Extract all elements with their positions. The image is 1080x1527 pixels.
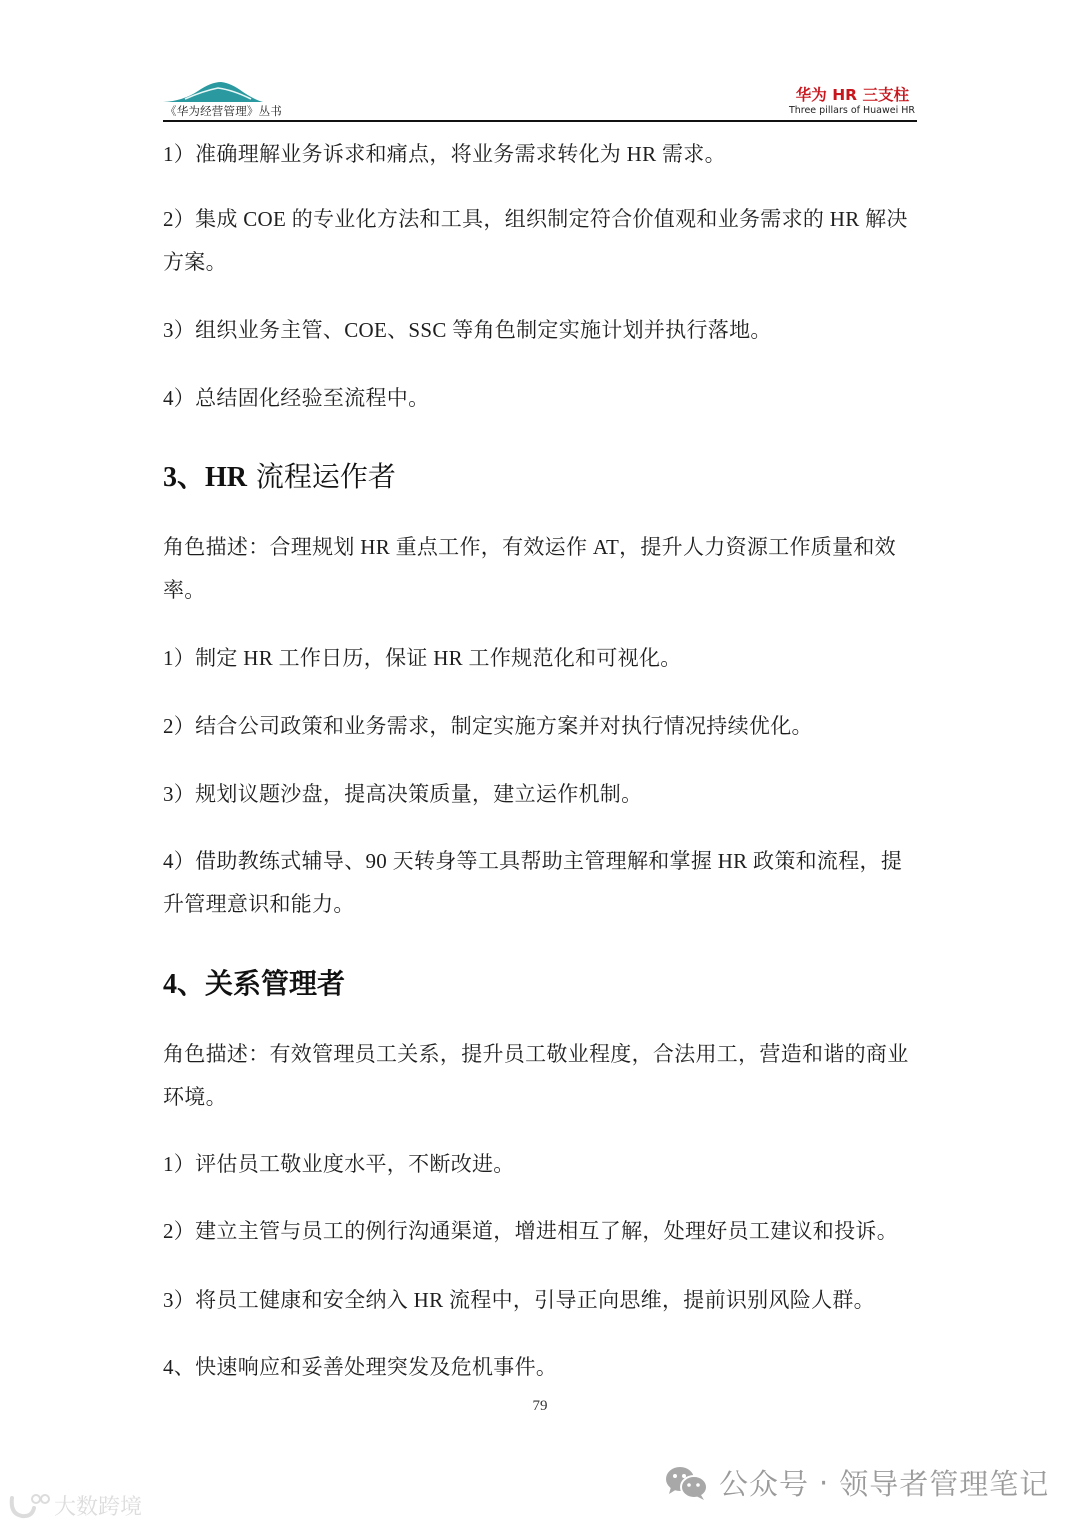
list-item: 2）建立主管与员工的例行沟通渠道，增进相互了解，处理好员工建议和投诉。 xyxy=(163,1219,898,1243)
role-description-continuation: 环境。 xyxy=(163,1085,227,1109)
list-item: 4）总结固化经验至流程中。 xyxy=(163,386,430,410)
list-item: 3）规划议题沙盘，提高决策质量，建立运作机制。 xyxy=(163,782,643,806)
list-item: 3）组织业务主管、COE、SSC 等角色制定实施计划并执行落地。 xyxy=(163,318,772,342)
brand-title-en: Three pillars of Huawei HR xyxy=(788,105,915,116)
header-rule xyxy=(163,120,917,122)
series-title: 《华为经营管理》丛书 xyxy=(165,104,282,118)
watermark-right-separator: · xyxy=(819,1465,830,1500)
watermark-logo-icon xyxy=(8,1492,50,1520)
role-description: 角色描述：有效管理员工关系，提升员工敬业程度，合法用工，营造和谐的商业 xyxy=(163,1042,909,1066)
wechat-icon xyxy=(665,1465,709,1501)
role-description: 角色描述：合理规划 HR 重点工作，有效运作 AT，提升人力资源工作质量和效 xyxy=(163,535,896,559)
section-heading-4: 4、关系管理者 xyxy=(163,969,346,1000)
heading-hr: HR xyxy=(205,462,248,493)
list-item: 1）评估员工敬业度水平，不断改进。 xyxy=(163,1152,515,1176)
watermark-left xyxy=(8,1490,142,1521)
watermark-left-text: 大数跨境 xyxy=(54,1495,143,1520)
section-heading-3 xyxy=(163,455,396,495)
watermark-right-name: 领导者管理笔记 xyxy=(839,1467,1050,1501)
list-item-continuation: 升管理意识和能力。 xyxy=(163,892,355,916)
list-item: 3）将员工健康和安全纳入 HR 流程中，引导正向思维，提前识别风险人群。 xyxy=(163,1288,875,1312)
brand-title-cn: 华为 HR 三支柱 xyxy=(795,86,909,104)
page-header xyxy=(163,72,917,122)
page-number: 79 xyxy=(532,1398,548,1414)
watermark-right-label: 公众号 xyxy=(719,1467,810,1501)
heading-number: 3、 xyxy=(163,462,206,493)
watermark-right xyxy=(665,1462,1049,1503)
heading-text: 流程运作者 xyxy=(247,460,396,493)
list-item-continuation: 方案。 xyxy=(163,250,227,274)
list-item: 4、快速响应和妥善处理突发及危机事件。 xyxy=(163,1355,558,1379)
role-description-continuation: 率。 xyxy=(163,578,206,602)
list-item: 4）借助教练式辅导、90 天转身等工具帮助主管理解和掌握 HR 政策和流程，提 xyxy=(163,849,903,873)
list-item: 2）集成 COE 的专业化方法和工具，组织制定符合价值观和业务需求的 HR 解决 xyxy=(163,207,908,231)
list-item: 2）结合公司政策和业务需求，制定实施方案并对执行情况持续优化。 xyxy=(163,714,813,738)
mountain-logo-icon xyxy=(163,77,263,103)
list-item: 1）制定 HR 工作日历，保证 HR 工作规范化和可视化。 xyxy=(163,646,682,670)
list-item: 1）准确理解业务诉求和痛点，将业务需求转化为 HR 需求。 xyxy=(163,142,726,166)
